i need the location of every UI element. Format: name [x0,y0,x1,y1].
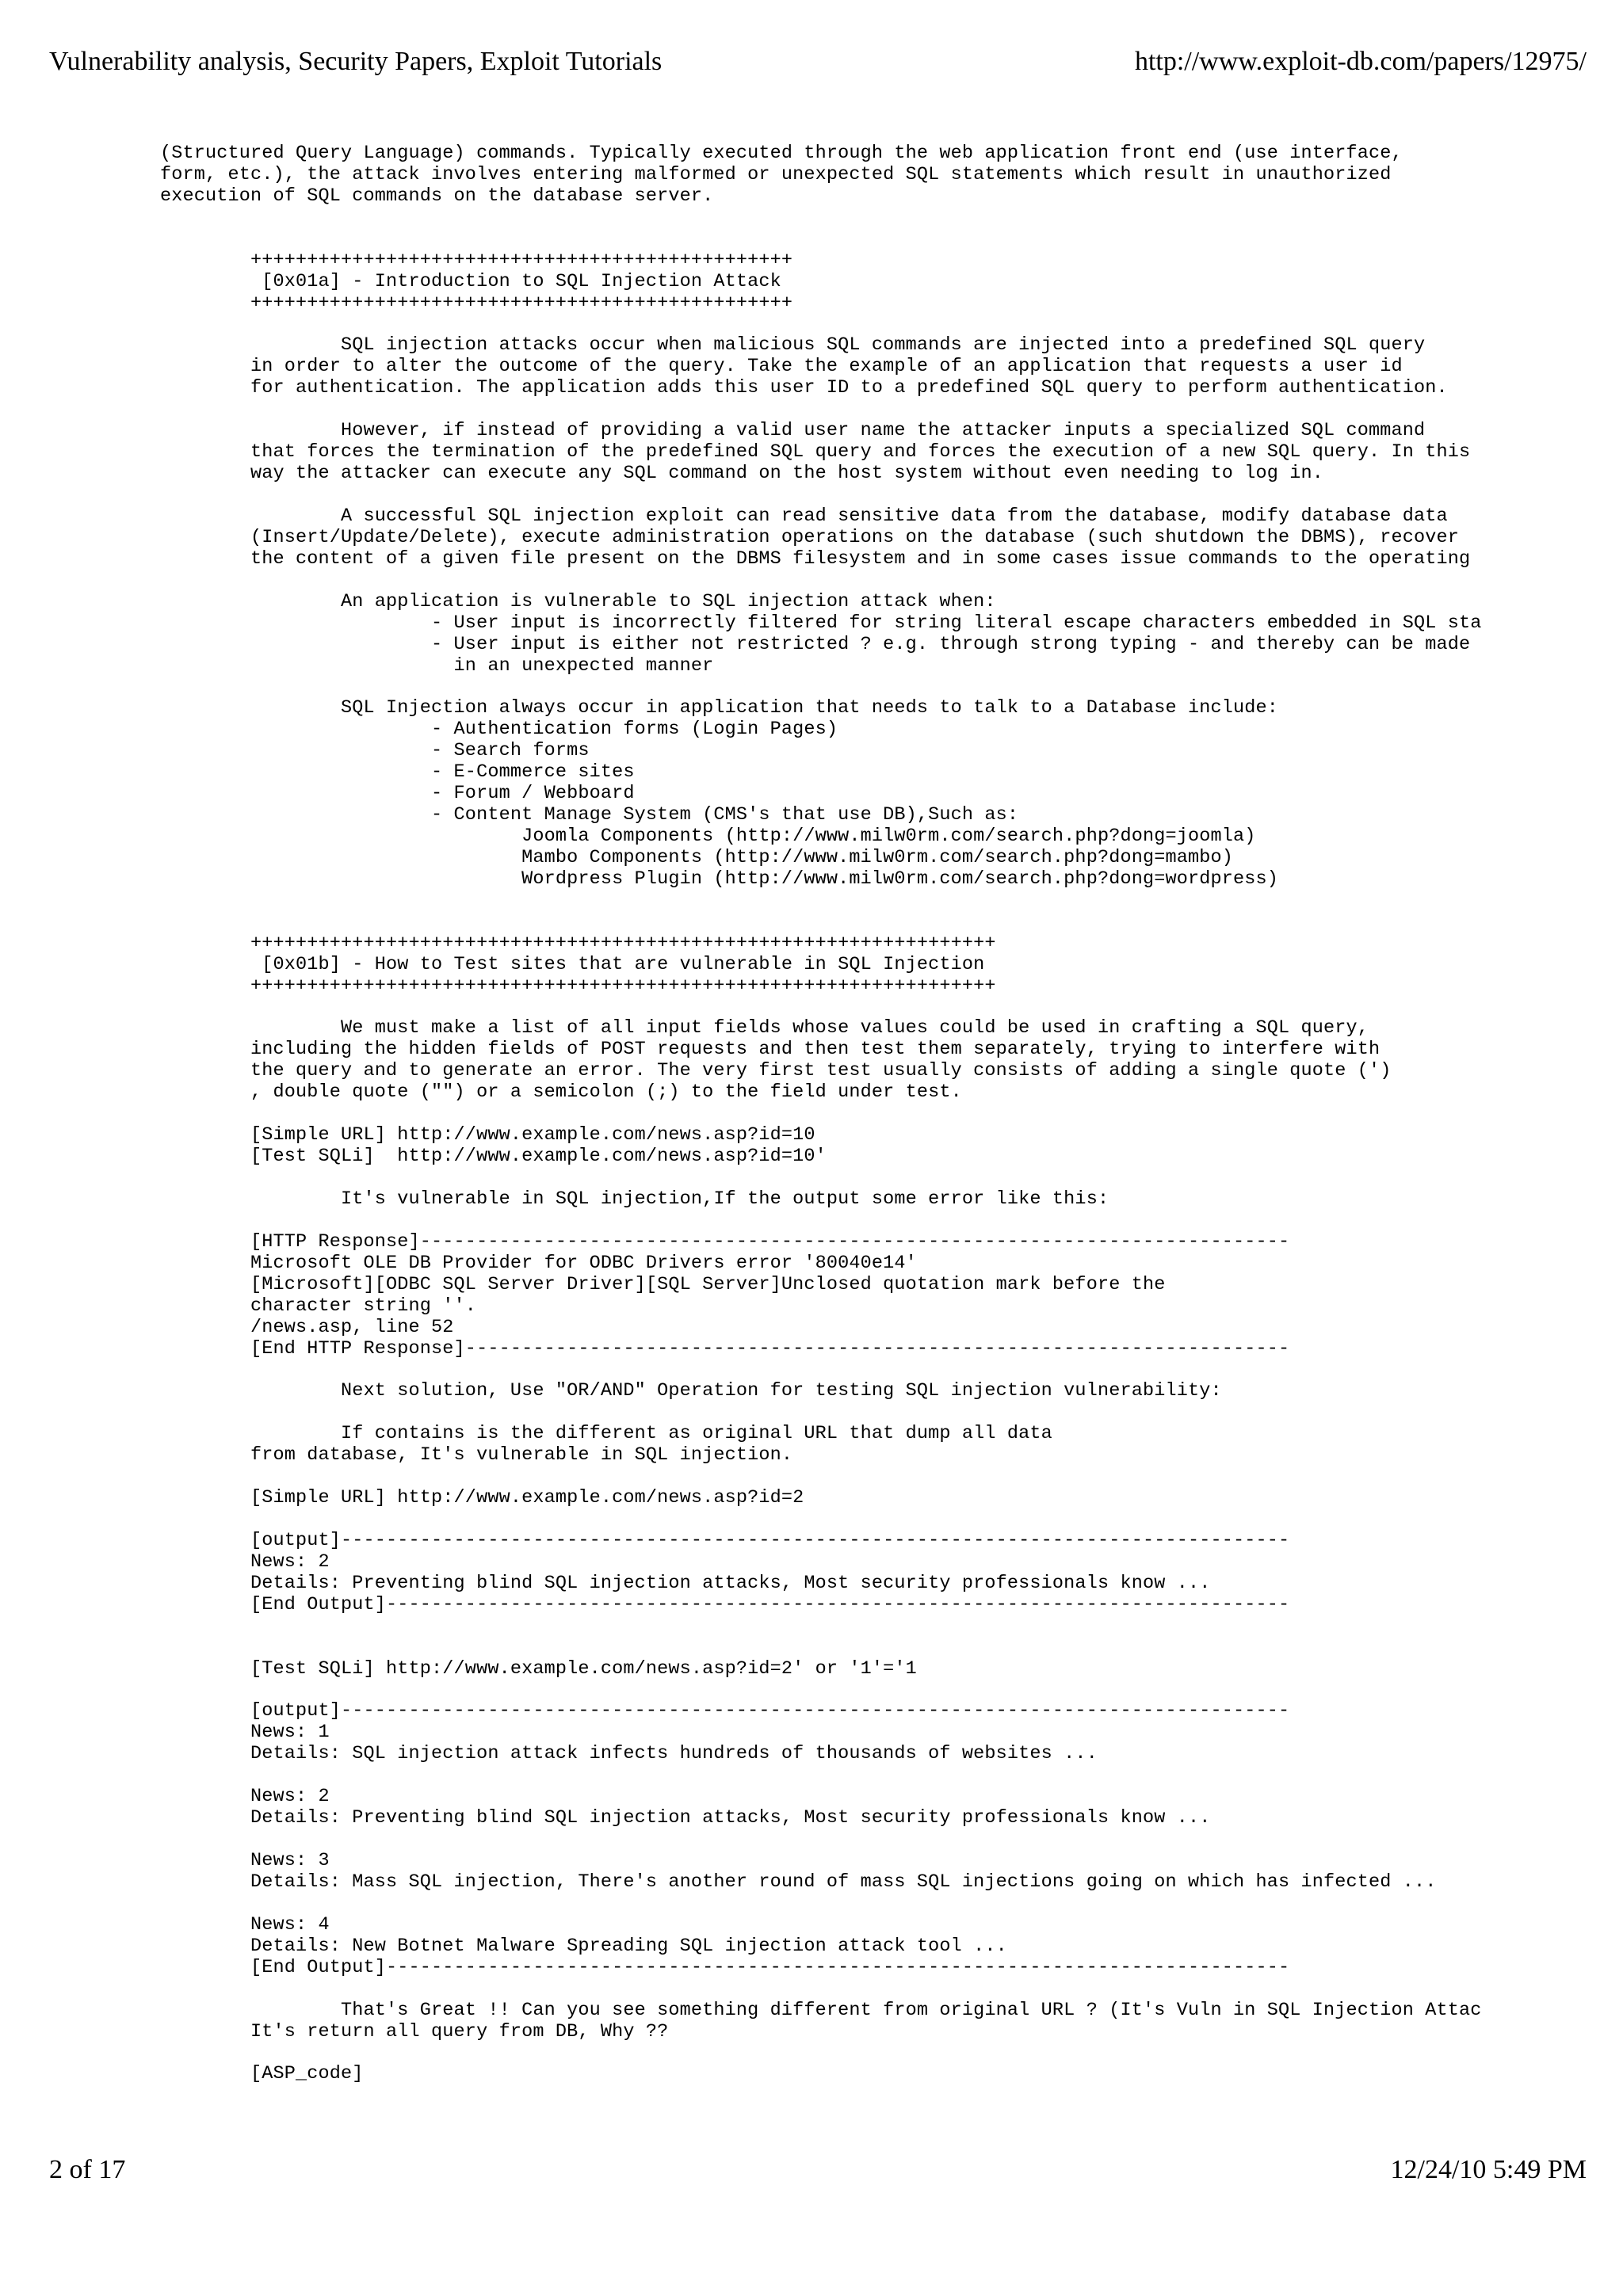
text-line: [Simple URL] http://www.example.com/news.asp?id=2 [160,1487,804,1509]
text-line: Mambo Components (http://www.milw0rm.com/search.php?dong=mambo) [160,846,1233,868]
text-line: It's return all query from DB, Why ?? [160,2020,669,2042]
text-line: including the hidden fields of POST requests and then test them separately, trying to interfere with [160,1039,1381,1061]
text-line [160,912,1482,933]
text-line: [Microsoft][ODBC SQL Server Driver][SQL Server]Unclosed quotation mark before the [160,1273,1166,1295]
text-line: the query and to generate an error. The very first test usually consists of adding a single quote (') [160,1060,1392,1082]
text-line [160,485,1482,506]
text-line: [End HTTP Response]------------------------------------------------------------------------- [160,1337,1290,1360]
text-line [160,677,1482,698]
text-line: Details: Preventing blind SQL injection attacks, Most security professionals know ... [160,1572,1211,1594]
text-line [160,891,1482,912]
text-line: /news.asp, line 52 [160,1316,454,1338]
text-line [160,399,1482,421]
text-line [160,1829,1482,1851]
text-line: [Test SQLi] http://www.example.com/news.asp?id=2' or '1'='1 [160,1657,917,1680]
text-line: - User input is either not restricted ? e.g. through strong typing - and thereby can be made [160,633,1471,655]
text-line: Details: New Botnet Malware Spreading SQL injection attack tool ... [160,1935,1007,1957]
text-line: Microsoft OLE DB Provider for ODBC Drivers error '80040e14' [160,1252,917,1274]
text-line: form, etc.), the attack involves entering malformed or unexpected SQL statements which result in unauthorized [160,163,1392,185]
text-line: - Content Manage System (CMS's that use DB),Such as: [160,804,1019,826]
text-line: Details: SQL injection attack infects hundreds of thousands of websites ... [160,1743,1098,1765]
text-line: the content of a given file present on the DBMS filesystem and in some cases issue commands to the operating [160,547,1471,570]
article-text [160,143,1482,2085]
text-line: SQL Injection always occur in application that needs to talk to a Database include: [160,697,1278,719]
text-line [160,2042,1482,2064]
text-line [160,1104,1482,1125]
text-line [160,1894,1482,1915]
text-line: [HTTP Response]----------------------------------------------------------------------------- [160,1230,1290,1253]
text-line [160,229,1482,250]
text-line: An application is vulnerable to SQL injection attack when: [160,590,996,612]
text-line: SQL injection attacks occur when malicious SQL commands are injected into a predefined SQL query [160,334,1426,357]
text-line: A successful SQL injection exploit can read sensitive data from the database, modify database data [160,505,1448,527]
text-line: execution of SQL commands on the database server. [160,185,714,207]
text-line: ++++++++++++++++++++++++++++++++++++++++++++++++ [160,292,793,314]
text-line [160,1616,1482,1638]
text-line [160,1211,1482,1232]
text-line: - E-Commerce sites [160,761,635,784]
page-header-url: http://www.exploit-db.com/papers/12975/ [1134,47,1587,76]
text-line: (Insert/Update/Delete), execute administration operations on the database (such shutdown the DBMS), recover [160,526,1460,548]
text-line: News: 1 [160,1722,330,1744]
text-line: in an unexpected manner [160,654,714,677]
text-line [160,1466,1482,1488]
text-line: ++++++++++++++++++++++++++++++++++++++++++++++++ [160,249,793,271]
text-line [160,1168,1482,1189]
text-line: [End Output]-------------------------------------------------------------------------------- [160,1956,1290,1978]
text-line: from database, It's vulnerable in SQL injection. [160,1444,793,1466]
text-line: ++++++++++++++++++++++++++++++++++++++++++++++++++++++++++++++++++ [160,932,996,954]
text-line [160,1765,1482,1787]
text-line: It's vulnerable in SQL injection,If the output some error like this: [160,1188,1109,1210]
text-line: that forces the termination of the predefined SQL query and forces the execution of a new SQL query. In this [160,441,1471,463]
text-line: That's Great !! Can you see something different from original URL ? (It's Vuln in SQL Injection Attac [160,1999,1482,2021]
text-line: News: 2 [160,1550,330,1573]
text-line [160,1979,1482,2000]
text-line: way the attacker can execute any SQL command on the host system without even needing to log in. [160,463,1323,485]
text-line: We must make a list of all input fields whose values could be used in crafting a SQL query, [160,1017,1369,1039]
text-line [160,1680,1482,1702]
text-line: character string ''. [160,1295,477,1317]
page-number: 2 of 17 [49,2155,126,2184]
text-line: Wordpress Plugin (http://www.milw0rm.com/search.php?dong=wordpress) [160,868,1278,890]
text-line: [0x01b] - How to Test sites that are vulnerable in SQL Injection [160,953,985,975]
text-line: Next solution, Use "OR/AND" Operation for testing SQL injection vulnerability: [160,1380,1222,1402]
text-line: News: 4 [160,1913,330,1936]
text-line [160,1402,1482,1424]
text-line: Joomla Components (http://www.milw0rm.com/search.php?dong=joomla) [160,826,1256,847]
text-line: [End Output]-------------------------------------------------------------------------------- [160,1593,1290,1615]
text-line: in order to alter the outcome of the query. Take the example of an application that requests a user id [160,356,1403,378]
text-line: News: 2 [160,1786,330,1808]
text-line: Details: Mass SQL injection, There's another round of mass SQL injections going on which has infected ... [160,1871,1437,1893]
text-line [160,1360,1482,1381]
text-line [160,208,1482,229]
print-datetime: 12/24/10 5:49 PM [1390,2155,1587,2184]
text-line: ++++++++++++++++++++++++++++++++++++++++++++++++++++++++++++++++++ [160,974,996,997]
text-line [160,1638,1482,1659]
text-line: However, if instead of providing a valid user name the attacker inputs a specialized SQL command [160,420,1426,442]
text-line [160,997,1482,1019]
text-line: - Authentication forms (Login Pages) [160,719,838,741]
text-line: Details: Preventing blind SQL injection attacks, Most security professionals know ... [160,1807,1211,1829]
text-line: [output]------------------------------------------------------------------------------------ [160,1529,1290,1551]
page-header-title: Vulnerability analysis, Security Papers, Exploit Tutorials [49,47,663,76]
text-line: , double quote ("") or a semicolon (;) to the field under test. [160,1081,962,1104]
text-line [160,1509,1482,1531]
text-line: - User input is incorrectly filtered for string literal escape characters embedded in SQL sta [160,612,1482,634]
text-line: News: 3 [160,1850,330,1871]
text-line [160,570,1482,592]
text-line: [output]------------------------------------------------------------------------------------ [160,1700,1290,1722]
text-line: [Simple URL] http://www.example.com/news.asp?id=10 [160,1124,815,1146]
text-line [160,315,1482,336]
text-line: (Structured Query Language) commands. Typically executed through the web application front end (use interface, [160,143,1403,164]
text-line: - Forum / Webboard [160,783,635,805]
text-line: [Test SQLi] http://www.example.com/news.asp?id=10' [160,1146,827,1168]
text-line: [ASP_code] [160,2063,364,2085]
text-line: - Search forms [160,740,590,762]
text-line: If contains is the different as original URL that dump all data [160,1423,1052,1445]
text-line: [0x01a] - Introduction to SQL Injection Attack [160,270,781,292]
text-line: for authentication. The application adds this user ID to a predefined SQL query to perform authentication. [160,377,1448,399]
